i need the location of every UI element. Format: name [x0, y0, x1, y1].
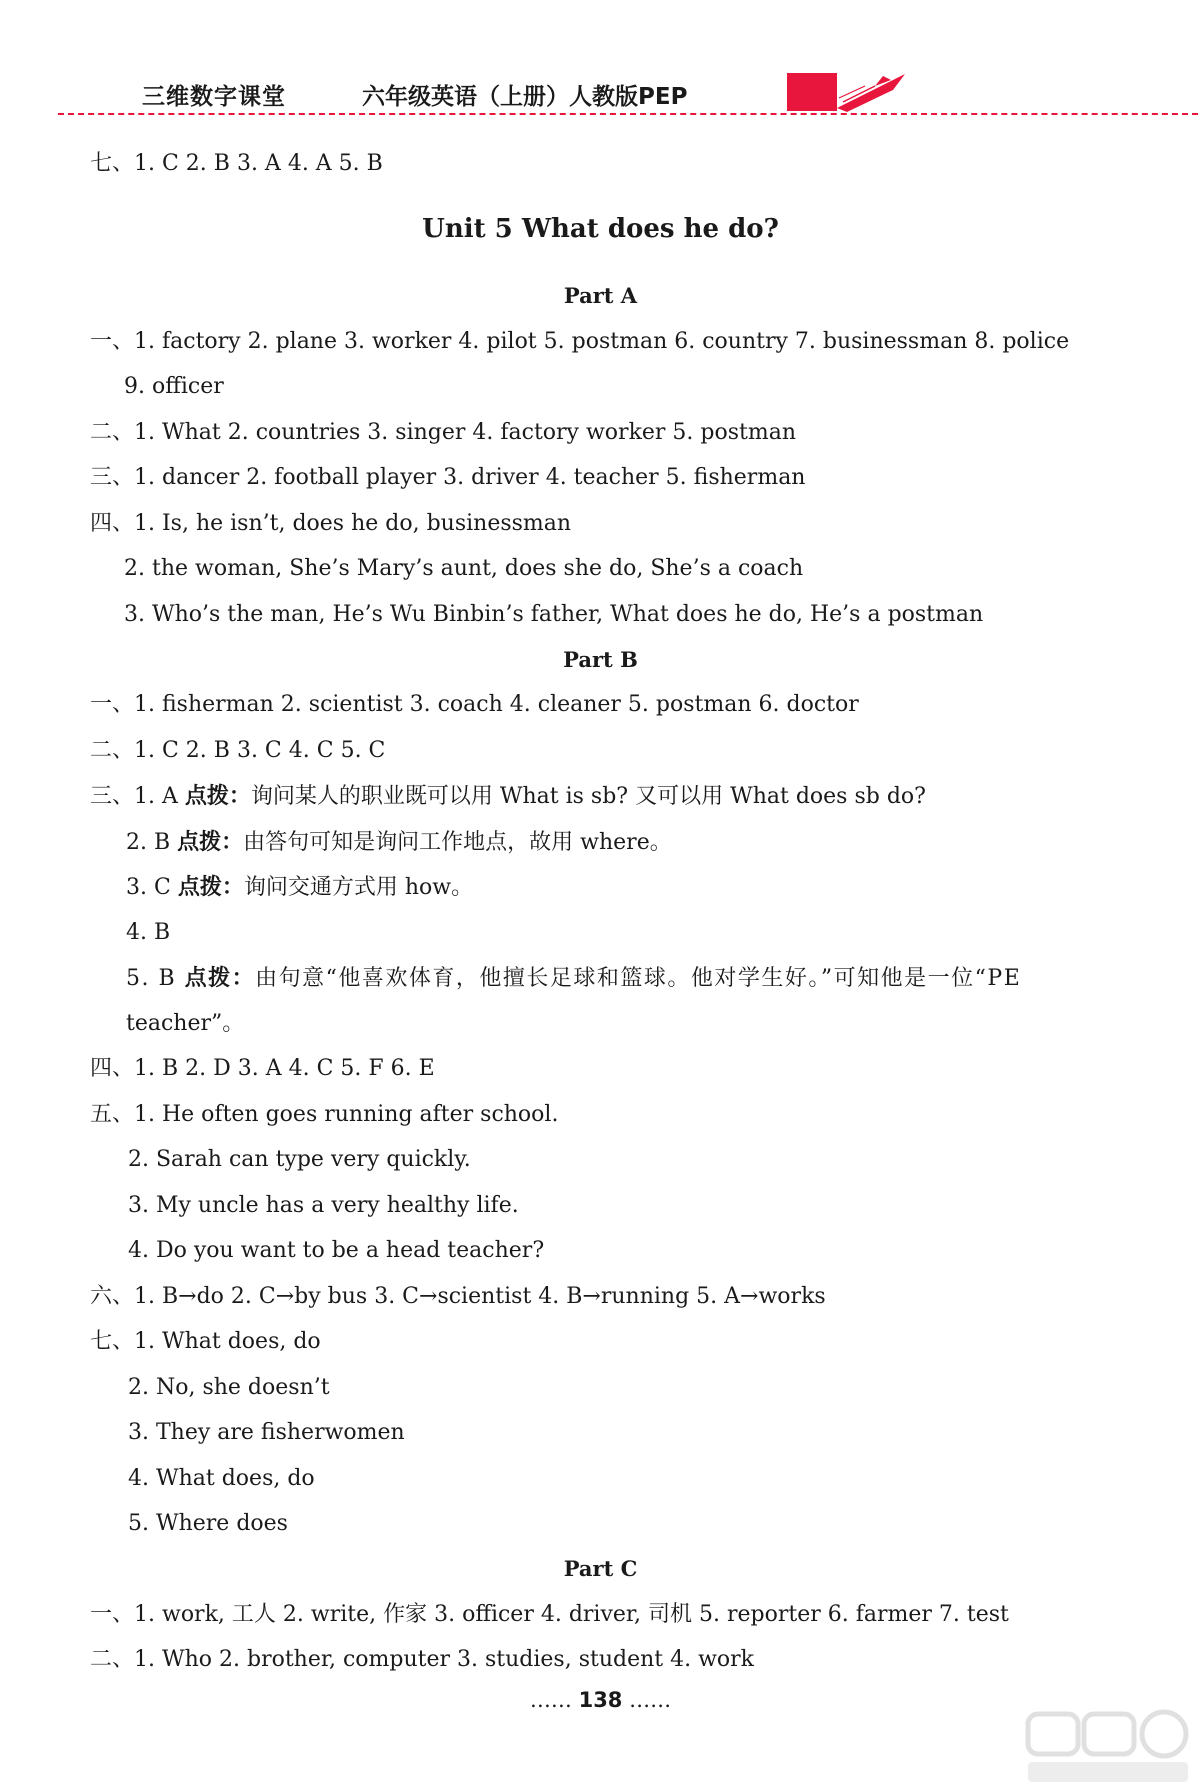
answer-line: 六、1. B→do 2. C→by bus 3. C→scientist 4. B→running 5. A→works — [90, 1284, 826, 1309]
answer-line: 一、1. factory 2. plane 3. worker 4. pilot 5. postman 6. country 7. businessman 8. police — [90, 329, 1070, 354]
answer-line: 二、1. C 2. B 3. C 4. C 5. C — [90, 738, 386, 763]
brand-name: 三维数字课堂 — [142, 84, 286, 110]
hint-label: 点拨： — [184, 965, 256, 991]
answer-line: 4. Do you want to be a head teacher? — [128, 1238, 545, 1263]
hint-label: 点拨： — [177, 829, 244, 855]
watermark-logo — [1018, 1700, 1198, 1790]
answer-line: 2. Sarah can type very quickly. — [128, 1147, 471, 1172]
answer-line: 5. Where does — [128, 1511, 288, 1536]
answer-line: 2. No, she doesn’t — [128, 1375, 330, 1400]
answer-line: 四、1. B 2. D 3. A 4. C 5. F 6. E — [90, 1056, 435, 1081]
hint-label: 点拨： — [184, 783, 251, 809]
answer-line: 3. C 点拨：询问交通方式用 how。 — [126, 874, 474, 900]
answer-line: 二、1. What 2. countries 3. singer 4. factory worker 5. postman — [90, 420, 797, 445]
red-block-logo — [787, 73, 837, 111]
part-c-heading: Part C — [563, 1556, 638, 1581]
answer-line: 七、1. C 2. B 3. A 4. A 5. B — [90, 151, 383, 176]
answer-line: 4. B — [126, 920, 171, 945]
answer-line: 一、1. fisherman 2. scientist 3. coach 4. cleaner 5. postman 6. doctor — [90, 692, 859, 717]
answer-line: 3. They are fisherwomen — [128, 1420, 405, 1445]
part-a-heading: Part A — [563, 283, 638, 308]
hint-label: 点拨： — [177, 874, 244, 900]
answer-line: 4. What does, do — [128, 1466, 315, 1491]
answer-line: 七、1. What does, do — [90, 1329, 321, 1354]
footer-dots-right: …… — [629, 1688, 672, 1712]
page-number: 138 — [578, 1688, 623, 1712]
answer-line: 三、1. A 点拨：询问某人的职业既可以用 What is sb? 又可以用 What does sb do? — [90, 783, 926, 809]
answer-line: 五、1. He often goes running after school. — [90, 1102, 559, 1127]
answer-line: teacher”。 — [126, 1011, 245, 1036]
answer-line: 三、1. dancer 2. football player 3. driver 4. teacher 5. fisherman — [90, 465, 806, 490]
page-header — [0, 0, 1201, 118]
answer-line: 3. My uncle has a very healthy life. — [128, 1193, 519, 1218]
book-title: 六年级英语（上册）人教版PEP — [362, 84, 688, 110]
answer-line: 四、1. Is, he isn’t, does he do, businessman — [90, 511, 572, 536]
rocket-icon — [835, 72, 907, 116]
answer-line: 二、1. Who 2. brother, computer 3. studies, student 4. work — [90, 1647, 755, 1672]
header-divider — [58, 113, 1198, 115]
answer-line: 3. Who’s the man, He’s Wu Binbin’s father, What does he do, He’s a postman — [124, 602, 984, 627]
answer-line: 5. B 点拨：由句意“他喜欢体育，他擅长足球和篮球。他对学生好。”可知他是一位“PE — [126, 965, 1022, 991]
answer-line: 9. officer — [124, 374, 224, 399]
answer-line: 2. B 点拨：由答句可知是询问工作地点，故用 where。 — [126, 829, 672, 855]
footer-dots-left: …… — [529, 1688, 572, 1712]
part-b-heading: Part B — [563, 647, 638, 672]
unit-title: Unit 5 What does he do? — [422, 214, 779, 244]
answer-line: 一、1. work, 工人 2. write, 作家 3. officer 4. driver, 司机 5. reporter 6. farmer 7. test — [90, 1602, 1009, 1627]
answer-line: 2. the woman, She’s Mary’s aunt, does she do, She’s a coach — [124, 556, 804, 581]
